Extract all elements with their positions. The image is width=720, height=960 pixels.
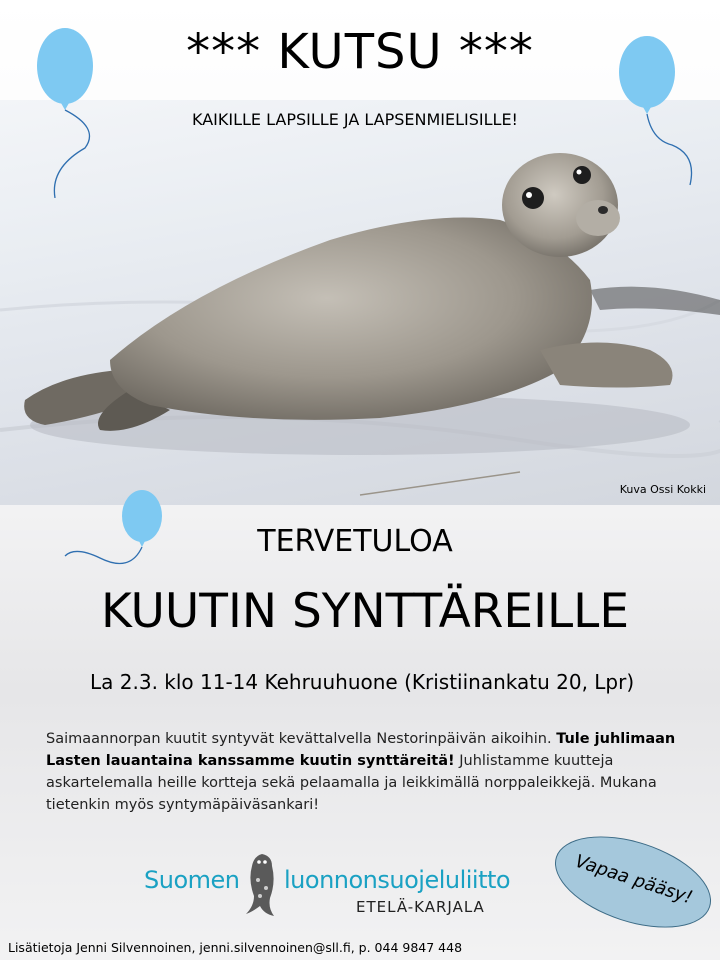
description-text: Juhlistamme kuutteja askartelemalla heille kortteja sekä pelaamalla ja leikkimällä norppaleikkejä. Mukana tietenkin myös syntymäpäiväsankari!: [46, 753, 657, 813]
headline: *** KUTSU ***: [186, 24, 534, 80]
subheadline: KAIKILLE LAPSILLE JA LAPSENMIELISILLE!: [192, 110, 518, 129]
free-entry-badge: [544, 819, 720, 945]
description-text: Saimaannorpan kuutit syntyvät kevättalvella Nestorinpäivän aikoihin.: [46, 731, 557, 747]
photo-credit: Kuva Ossi Kokki: [619, 483, 706, 496]
seal-logo-icon: [242, 852, 282, 918]
event-description: [46, 728, 706, 816]
organization-logo: [144, 852, 524, 922]
description-highlight: Tule juhlimaan Lasten lauantaina kanssamme kuutin synttäreitä!: [46, 731, 676, 769]
contact-info: Lisätietoja Jenni Silvennoinen, jenni.silvennoinen@sll.fi, p. 044 9847 448: [8, 940, 463, 955]
organization-name-left: Suomen: [144, 866, 240, 894]
organization-region: ETELÄ-KARJALA: [356, 898, 485, 916]
free-entry-text: Vapaa pääsy!: [572, 850, 696, 909]
welcome-text: TERVETULOA: [257, 524, 453, 559]
organization-name-right: luonnonsuojeluliitto: [284, 866, 511, 894]
organization-name: [144, 866, 511, 894]
event-title: KUUTIN SYNTTÄREILLE: [100, 584, 630, 639]
event-time-place: La 2.3. klo 11-14 Kehruuhuone (Kristiinankatu 20, Lpr): [90, 670, 635, 694]
